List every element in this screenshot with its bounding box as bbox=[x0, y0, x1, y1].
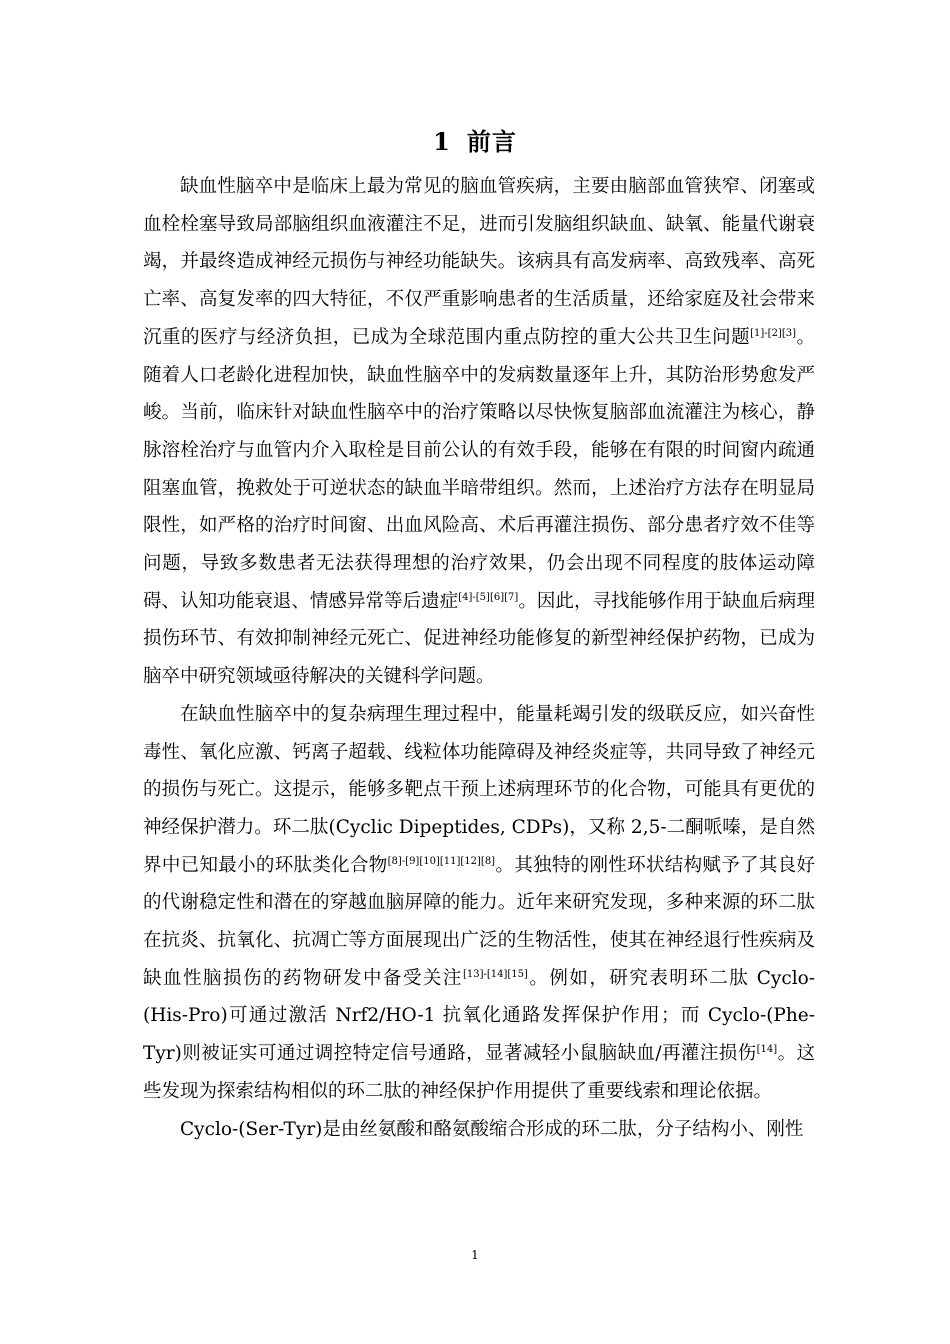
paragraph-3 bbox=[143, 1111, 815, 1149]
text-run: 。这些发现为探索结构相似的环二肽的神经保护作用提供了重要线索和理论依据。 bbox=[143, 1043, 815, 1102]
page-number: 1 bbox=[471, 1248, 479, 1262]
citation-superscript: [8]-[9][10][11][12][8] bbox=[387, 855, 496, 867]
text-run: 。随着人口老龄化进程加快，缺血性脑卒中的发病数量逐年上升，其防治形势愈发严峻。当前，临床针对缺血性脑卒中的治疗策略以尽快恢复脑部血流灌注为核心，静脉溶栓治疗与血管内介入取栓是目前公认的有效手段，能够在有限的时间窗内疏通阻塞血管，挽救处于可逆状态的缺血半暗带组织。然而，上述治疗方法存在明显局限性，如严格的治疗时间窗、出血风险高、术后再灌注损伤、部分患者疗效不佳等问题，导致多数患者无法获得理想的治疗效果，仍会出现不同程度的肢体运动障碍、认知功能衰退、情感异常等后遗症 bbox=[143, 326, 815, 612]
text-run: 。例如，研究表明环二肽 Cyclo-(His-Pro)可通过激活 Nrf2/HO-1 抗氧化通路发挥保护作用；而 Cyclo-(Phe-Tyr)则被证实可通过调控特定信号通路，显著减轻小鼠脑缺血/再灌注损伤 bbox=[143, 967, 815, 1065]
citation-superscript: [14] bbox=[756, 1044, 778, 1056]
text-run: 在缺血性脑卒中的复杂病理生理过程中，能量耗竭引发的级联反应，如兴奋性毒性、氧化应激、钙离子超载、线粒体功能障碍及神经炎症等，共同导致了神经元的损伤与死亡。这提示，能够多靶点干预上述病理环节的化合物，可能具有更优的神经保护潜力。环二肽(Cyclic Dipeptides, CDPs)，又称 2,5-二酮哌嗪，是自然界中已知最小的环肽类化合物 bbox=[143, 703, 815, 876]
citation-superscript: [1]-[2][3] bbox=[750, 327, 796, 339]
section-heading bbox=[0, 122, 950, 162]
text-run: 。因此，寻找能够作用于缺血后病理损伤环节、有效抑制神经元死亡、促进神经功能修复的新型神经保护药物，已成为脑卒中研究领域亟待解决的关键科学问题。 bbox=[143, 590, 815, 688]
citation-superscript: [13]-[14][15] bbox=[462, 968, 528, 980]
paragraph-1 bbox=[143, 168, 815, 696]
text-run: 。其独特的刚性环状结构赋予了其良好的代谢稳定性和潜在的穿越血脑屏障的能力。近年来研究发现，多种来源的环二肽在抗炎、抗氧化、抗凋亡等方面展现出广泛的生物活性，使其在神经退行性疾病及缺血性脑损伤的药物研发中备受关注 bbox=[143, 854, 815, 989]
text-run: 缺血性脑卒中是临床上最为常见的脑血管疾病，主要由脑部血管狭窄、闭塞或血栓栓塞导致局部脑组织血液灌注不足，进而引发脑组织缺血、缺氧、能量代谢衰竭，并最终造成神经元损伤与神经功能缺失。该病具有高发病率、高致残率、高死亡率、高复发率的四大特征，不仅严重影响患者的生活质量，还给家庭及社会带来沉重的医疗与经济负担，已成为全球范围内重点防控的重大公共卫生问题 bbox=[143, 176, 815, 348]
text-run: Cyclo-(Ser-Tyr)是由丝氨酸和酪氨酸缩合形成的环二肽，分子结构小、刚性 bbox=[180, 1118, 804, 1140]
body-text bbox=[143, 168, 815, 1148]
section-number: 1 bbox=[433, 127, 451, 156]
section-title: 前言 bbox=[466, 127, 517, 156]
citation-superscript: [4]-[5][6][7] bbox=[458, 591, 519, 603]
paragraph-2 bbox=[143, 696, 815, 1111]
